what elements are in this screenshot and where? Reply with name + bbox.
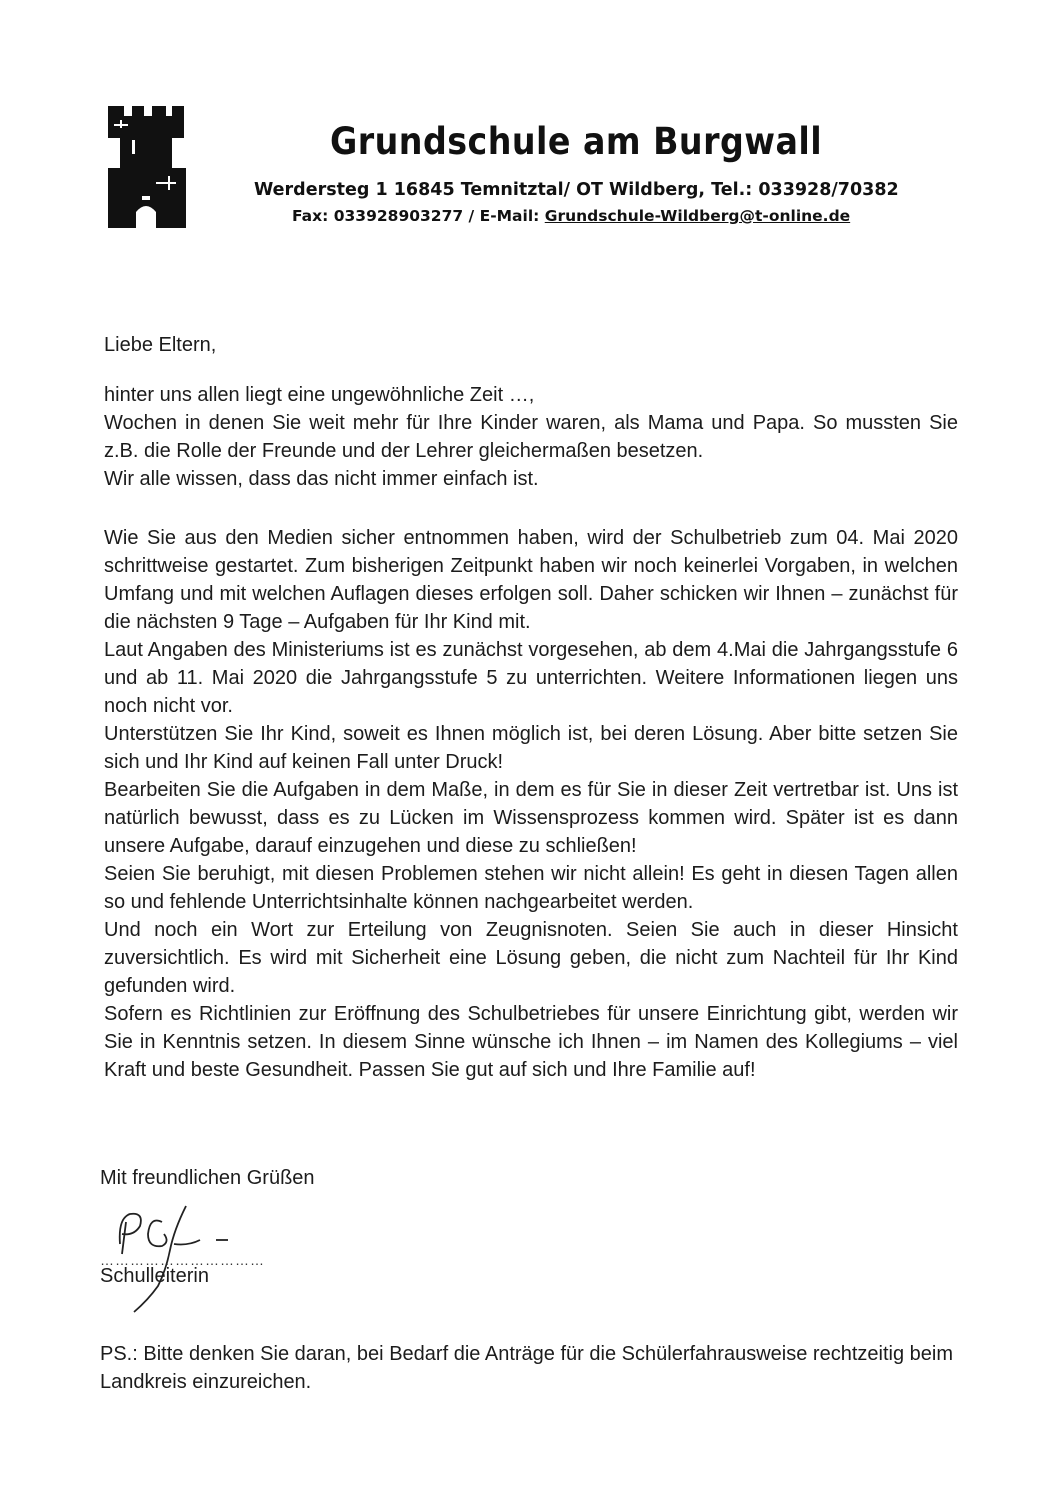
castle-tower-icon: [106, 104, 186, 236]
letter-body: [104, 524, 958, 1084]
intro-block: [104, 381, 958, 493]
intro-line: hinter uns allen liegt eine ungewöhnliche Zeit …,: [104, 384, 535, 406]
school-address: Werdersteg 1 16845 Temnitztal/ OT Wildberg, Tel.: 033928/70382: [254, 180, 899, 200]
body-paragraph: Bearbeiten Sie die Aufgaben in dem Maße, in dem es für Sie in dieser Zeit vertretbar ist. Uns ist natürlich bewusst, dass es zu Lücken im Wissensprozess kommen wird. Später ist es dann unsere Aufgabe, darauf einzugehen und diese zu schließen!: [104, 779, 958, 857]
body-paragraph: Wie Sie aus den Medien sicher entnommen haben, wird der Schulbetrieb zum 04. Mai 2020 schrittweise gestartet. Zum bisherigen Zeitpunkt haben wir noch keinerlei Vorgaben, in welchen Umfang und mit welchen Auflagen dieses erfolgen soll. Daher schicken wir Ihnen – zunächst für die nächsten 9 Tage – Aufgaben für Ihr Kind mit.: [104, 527, 958, 633]
intro-line: Wochen in denen Sie weit mehr für Ihre Kinder waren, als Mama und Papa. So mussten Sie z.B. die Rolle der Freunde und der Lehrer gleichermaßen besetzen.: [104, 412, 958, 462]
body-paragraph: Sofern es Richtlinien zur Eröffnung des Schulbetriebes für unsere Einrichtung gibt, werden wir Sie in Kenntnis setzen. In diesem Sinne wünsche ich Ihnen – im Namen des Kollegiums – viel Kraft und beste Gesundheit. Passen Sie gut auf sich und Ihre Familie auf!: [104, 1003, 958, 1081]
salutation: Liebe Eltern,: [104, 334, 217, 356]
body-paragraph: Seien Sie beruhigt, mit diesen Problemen stehen wir nicht allein! Es geht in diesen Tagen allen so und fehlende Unterrichtsinhalte können nachgearbeitet werden.: [104, 863, 958, 913]
intro-line: Wir alle wissen, dass das nicht immer einfach ist.: [104, 468, 539, 490]
body-paragraph: Und noch ein Wort zur Erteilung von Zeugnisnoten. Seien Sie auch in dieser Hinsicht zuversichtlich. Es wird mit Sicherheit eine Lösung geben, die nicht zum Nachteil für Ihr Kind gefunden wird.: [104, 919, 958, 997]
postscript: PS.: Bitte denken Sie daran, bei Bedarf die Anträge für die Schülerfahrausweise rechtzeitig beim Landkreis einzureichen.: [100, 1343, 953, 1393]
body-paragraph: Unterstützen Sie Ihr Kind, soweit es Ihnen möglich ist, bei deren Lösung. Aber bitte setzen Sie sich und Ihr Kind auf keinen Fall unter Druck!: [104, 723, 958, 773]
school-contact: [292, 207, 850, 225]
body-paragraph: Laut Angaben des Ministeriums ist es zunächst vorgesehen, ab dem 4.Mai die Jahrgangsstufe 6 und ab 11. Mai 2020 die Jahrgangsstufe 5 zu unterrichten. Weitere Informationen liegen uns noch nicht vor.: [104, 639, 958, 717]
signer-title: Schulleiterin: [100, 1265, 209, 1287]
closing: Mit freundlichen Grüßen: [100, 1167, 315, 1189]
fax-label: Fax: 033928903277 / E-Mail:: [292, 207, 545, 225]
school-name: Grundschule am Burgwall: [330, 120, 823, 163]
signature-line: ……………………………: [100, 1252, 265, 1268]
handwritten-signature: [104, 1200, 244, 1318]
email-link[interactable]: Grundschule-Wildberg@t-online.de: [544, 207, 851, 225]
